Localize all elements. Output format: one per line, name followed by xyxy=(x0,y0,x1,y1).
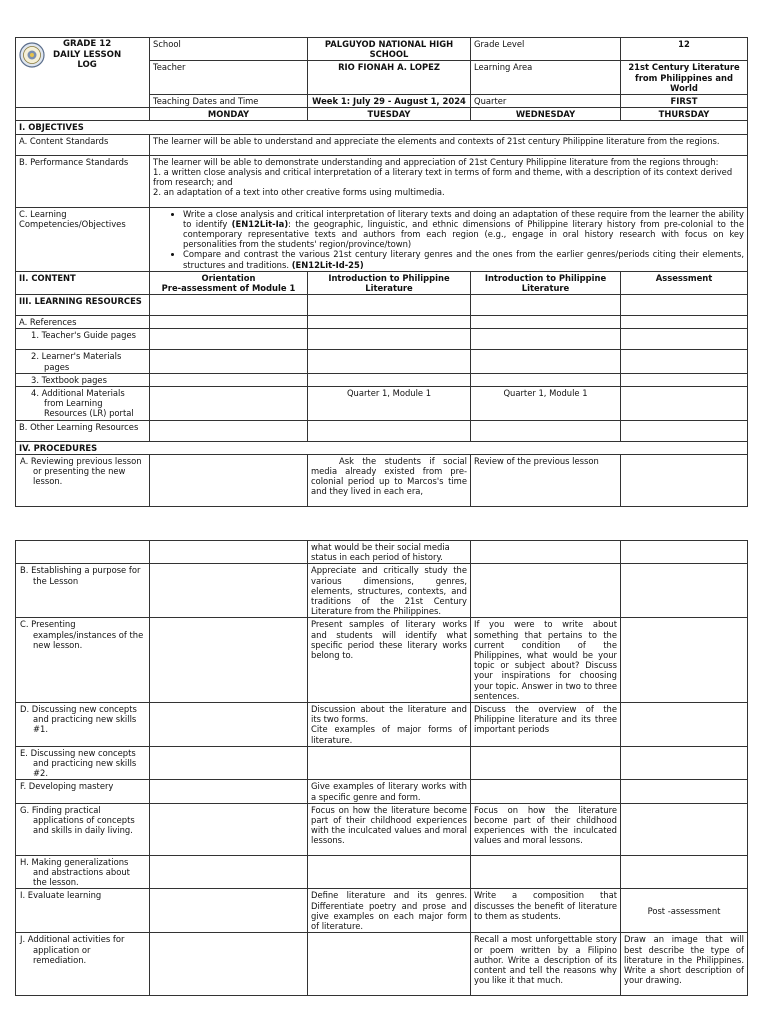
performance-standards-label: B. Performance Standards xyxy=(16,155,150,207)
teacher-label: Teacher xyxy=(150,61,308,95)
procedure-i-wednesday: Write a composition that discusses the benefit of literature to them as students. xyxy=(471,889,621,933)
procedure-i-label: I. Evaluate learning xyxy=(16,889,150,933)
procedure-j-label: J. Additional activities for application or remediation. xyxy=(16,933,150,996)
objectives-heading: I. OBJECTIVES xyxy=(16,121,748,134)
learning-area-value: 21st Century Literature from Philippines and World xyxy=(621,61,748,95)
procedure-d-wednesday: Discuss the overview of the Philippine literature and its three important periods xyxy=(471,703,621,747)
competency-item: • Write a close analysis and critical interpretation of literary texts and doing an adaptation of these require from the learner the ability to identify (EN12Lit-Ia): the geographic, linguistic, and ethnic dimensions of Philippine literary history from pre-colonial to the contemporary representative texts and authors from each region (e.g., engage in oral history research with focus on key personalities from the students' region/province/town) xyxy=(183,209,744,250)
grade-level-label: Grade Level xyxy=(471,38,621,61)
references-label: A. References xyxy=(16,316,150,329)
lr-portal-label: 4. Additional Materials from Learning Resources (LR) portal xyxy=(16,387,150,421)
day-monday: MONDAY xyxy=(150,108,308,121)
grade-level-value: 12 xyxy=(621,38,748,61)
procedure-j-thursday: Draw an image that will best describe the type of literature in the Philippines. Write a short description of your drawing. xyxy=(621,933,748,996)
procedure-a-label: A. Reviewing previous lesson or presenting the new lesson. xyxy=(16,454,150,506)
procedure-a-wednesday: Review of the previous lesson xyxy=(471,454,621,506)
quarter-value: FIRST xyxy=(621,95,748,108)
school-label: School xyxy=(150,38,308,61)
daily-lesson-log-page1 xyxy=(15,37,748,507)
procedure-e-label: E. Discussing new concepts and practicing new skills #2. xyxy=(16,746,150,780)
content-tuesday: Introduction to Philippine Literature xyxy=(308,271,471,294)
document-title: GRADE 12 DAILY LESSON LOG xyxy=(53,39,122,71)
school-value: PALGUYOD NATIONAL HIGH SCHOOL xyxy=(308,38,471,61)
learning-competencies-label: C. Learning Competencies/Objectives xyxy=(16,207,150,271)
learning-resources-heading: III. LEARNING RESOURCES xyxy=(16,295,150,316)
performance-standards-value: The learner will be able to demonstrate understanding and appreciation of 21st Century Philippine literature from the regions through: 1. a written close analysis and critical interpretation of a literary text in terms of form and theme, with a description of its context derived from research; and 2. an adaptation of a text into other creative forms using multimedia. xyxy=(150,155,748,207)
procedure-c-tuesday: Present samples of literary works and students will identify what specific period these literary works belong to. xyxy=(308,618,471,703)
day-tuesday: TUESDAY xyxy=(308,108,471,121)
procedure-g-label: G. Finding practical applications of concepts and skills in daily living. xyxy=(16,803,150,855)
procedure-d-label: D. Discussing new concepts and practicing new skills #1. xyxy=(16,703,150,747)
procedure-a-tuesday-continued: what would be their social media status in each period of history. xyxy=(308,541,471,564)
teaching-dates-label: Teaching Dates and Time xyxy=(150,95,308,108)
teachers-guide-label: 1. Teacher's Guide pages xyxy=(16,329,150,350)
daily-lesson-log-page2 xyxy=(15,540,748,996)
competency-list xyxy=(153,209,744,270)
procedure-b-tuesday: Appreciate and critically study the various dimensions, genres, elements, structures, contexts, and traditions of the 21st Century Literature from the Philippines. xyxy=(308,564,471,618)
teacher-value: RIO FIONAH A. LOPEZ xyxy=(308,61,471,95)
content-standards-value: The learner will be able to understand and appreciate the elements and contexts of 21st century Philippine literature from the regions. xyxy=(150,134,748,155)
quarter-label: Quarter xyxy=(471,95,621,108)
deped-seal-logo xyxy=(19,42,45,68)
content-monday: Orientation Pre-assessment of Module 1 xyxy=(150,271,308,294)
content-standards-label: A. Content Standards xyxy=(16,134,150,155)
content-thursday: Assessment xyxy=(621,271,748,294)
procedure-c-wednesday: If you were to write about something that pertains to the current condition of the Philippines, what would be your topic or subject about? Discuss your inspirations for choosing your topic. Answer in two to three sentences. xyxy=(471,618,621,703)
procedure-b-label: B. Establishing a purpose for the Lesson xyxy=(16,564,150,618)
lr-wednesday: Quarter 1, Module 1 xyxy=(471,387,621,421)
procedure-f-tuesday: Give examples of literary works with a specific genre and form. xyxy=(308,780,471,803)
textbook-pages-label: 3. Textbook pages xyxy=(16,373,150,386)
day-thursday: THURSDAY xyxy=(621,108,748,121)
procedures-heading: IV. PROCEDURES xyxy=(16,441,748,454)
procedure-d-tuesday: Discussion about the literature and its two forms. Cite examples of major forms of literature. xyxy=(308,703,471,747)
teaching-dates-value: Week 1: July 29 - August 1, 2024 xyxy=(308,95,471,108)
blank-header-cell xyxy=(16,108,150,121)
lr-tuesday: Quarter 1, Module 1 xyxy=(308,387,471,421)
competency-code: (EN12Lit-Id-25) xyxy=(291,259,364,270)
learners-materials-label: 2. Learner's Materials pages xyxy=(16,350,150,373)
procedure-h-label: H. Making generalizations and abstractions about the lesson. xyxy=(16,855,150,889)
learning-competencies-value xyxy=(150,207,748,271)
day-wednesday: WEDNESDAY xyxy=(471,108,621,121)
content-wednesday: Introduction to Philippine Literature xyxy=(471,271,621,294)
procedure-i-thursday: Post -assessment xyxy=(621,889,748,933)
competency-code: (EN12Lit-Ia) xyxy=(231,218,289,229)
competency-item: • Compare and contrast the various 21st century literary genres and the ones from the earlier genres/periods citing their elements, structures and traditions. (EN12Lit-Id-25) xyxy=(183,249,744,269)
procedure-j-wednesday: Recall a most unforgettable story or poem written by a Filipino author. Write a description of its content and tell the reasons why you like it that much. xyxy=(471,933,621,996)
procedure-g-tuesday: Focus on how the literature become part of their childhood experiences with the inculcated values and moral lessons. xyxy=(308,803,471,855)
procedure-f-label: F. Developing mastery xyxy=(16,780,150,803)
logo-title-cell xyxy=(16,38,150,108)
procedure-g-wednesday: Focus on how the literature become part of their childhood experiences with the inculcated values and moral lessons. xyxy=(471,803,621,855)
procedure-c-label: C. Presenting examples/instances of the new lesson. xyxy=(16,618,150,703)
procedure-i-tuesday: Define literature and its genres. Differentiate poetry and prose and give examples on each major form of literature. xyxy=(308,889,471,933)
content-heading: II. CONTENT xyxy=(16,271,150,294)
other-resources-label: B. Other Learning Resources xyxy=(16,420,150,441)
learning-area-label: Learning Area xyxy=(471,61,621,95)
procedure-a-tuesday: Ask the students if social media already existed from pre-colonial period up to Marcos's time and they lived in each era, xyxy=(308,454,471,506)
